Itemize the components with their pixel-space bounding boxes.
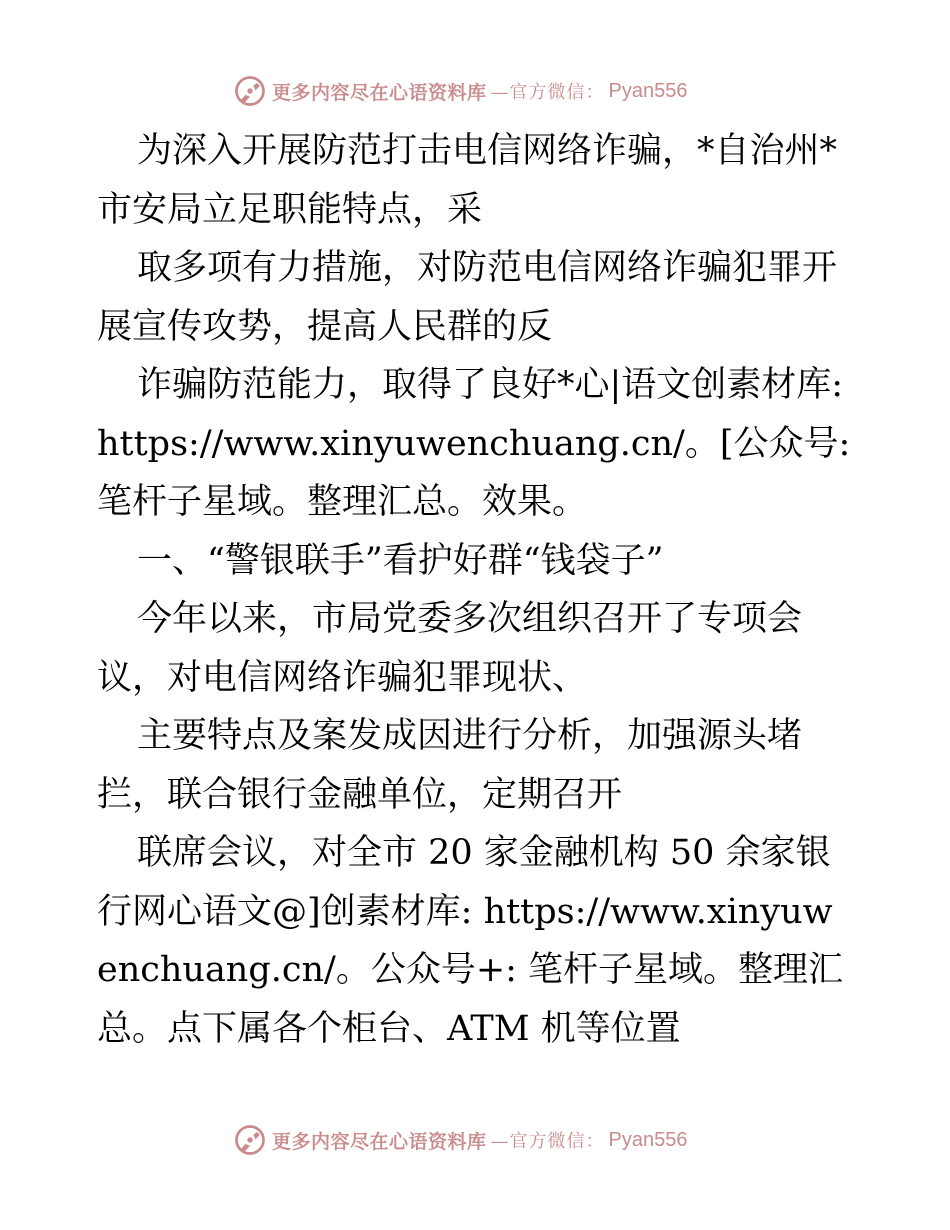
banner-wechat-handle: Pyan556 (608, 1128, 688, 1151)
pen-logo-icon (232, 1122, 268, 1158)
pen-logo-icon (232, 73, 268, 109)
banner-sub-text: —官方微信： (490, 1131, 605, 1152)
paragraph: 今年以来，市局党委多次组织召开了专项会议，对电信网络诈骗犯罪现状、 (97, 599, 803, 698)
banner-wechat-handle: Pyan556 (608, 79, 688, 102)
banner-main-text: 更多内容尽在心语资料库 (272, 81, 487, 104)
header-watermark-banner (232, 71, 687, 111)
footer-watermark-banner (232, 1120, 687, 1160)
paragraph: 取多项有力措施，对防范电信网络诈骗犯罪开展宣传攻势，提高人民群的反 (97, 248, 838, 347)
banner-sub-text: —官方微信： (490, 82, 605, 103)
banner-main-text: 更多内容尽在心语资料库 (272, 1130, 487, 1153)
paragraph: 主要特点及案发成因进行分析，加强源头堵拦，联合银行金融单位，定期召开 (97, 716, 803, 815)
paragraph: 诈骗防范能力，取得了良好*心|语文创素材库: https://www.xinyuwenchuang.cn/。[公众号: 笔杆子星域。整理汇总。效果。 (97, 365, 851, 522)
paragraph: 联席会议，对全市 20 家金融机构 50 余家银行网心语文@]创素材库: https://www.xinyuwenchuang.cn/。公众号+: 笔杆子星域。整理汇总。点下属各个柜台、ATM 机等位置 (97, 833, 844, 1049)
document-body (97, 122, 852, 1058)
paragraph: 为深入开展防范打击电信网络诈骗，*自治州*市安局立足职能特点，采 (97, 131, 838, 230)
section-heading: 一、“警银联手”看护好群“钱袋子” (137, 540, 664, 581)
